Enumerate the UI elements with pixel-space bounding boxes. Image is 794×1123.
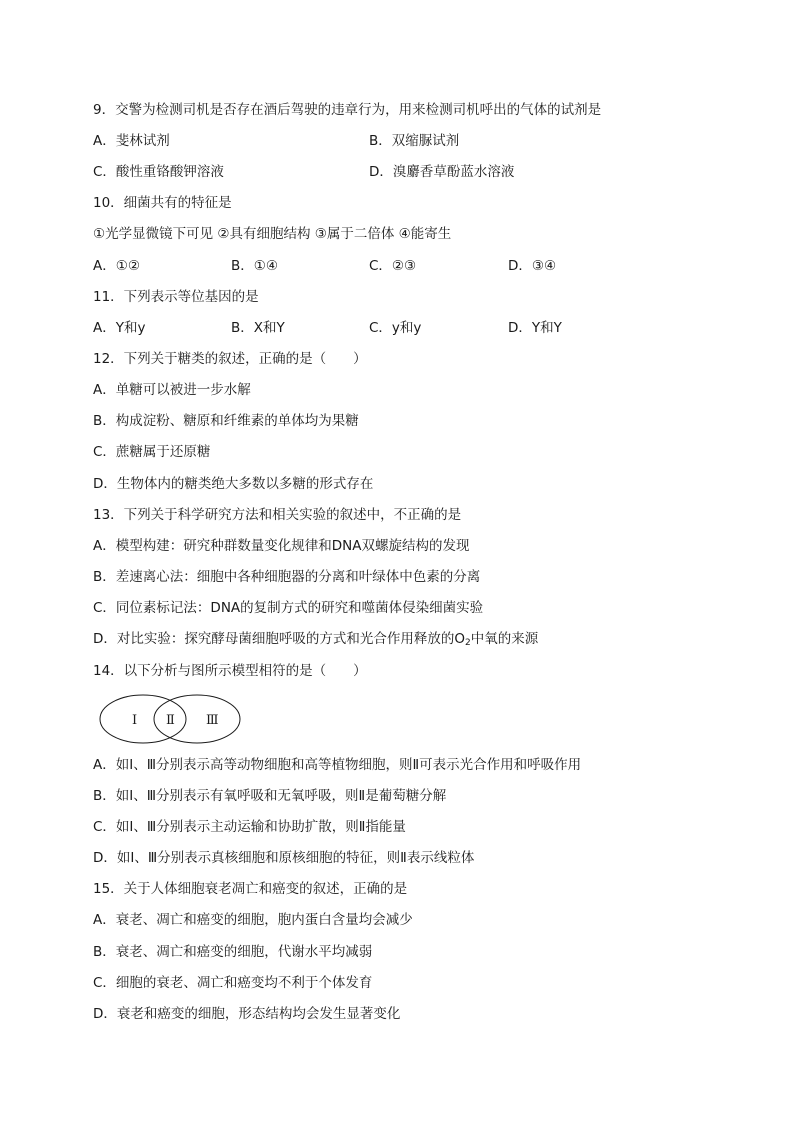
q12-option-a: A．单糖可以被进一步水解 (93, 382, 251, 398)
venn-diagram (96, 691, 246, 747)
q10-option-d: D．③④ (508, 258, 557, 274)
q11-stem: 11．下列表示等位基因的是 (93, 289, 259, 305)
q12-option-d: D．生物体内的糖类绝大多数以多糖的形式存在 (93, 476, 374, 492)
q9-stem: 9．交警为检测司机是否存在酒后驾驶的违章行为，用来检测司机呼出的气体的试剂是 (93, 102, 602, 118)
q11-option-a: A．Y和y (93, 320, 146, 336)
q13-option-b: B．差速离心法：细胞中各种细胞器的分离和叶绿体中色素的分离 (93, 569, 481, 585)
q13-option-d-text-end: 中氧的来源 (470, 631, 539, 647)
q10-option-b: B．①④ (231, 258, 278, 274)
q13-option-c: C．同位素标记法：DNA的复制方式的研究和噬菌体侵染细菌实验 (93, 600, 484, 616)
q15-option-a: A．衰老、凋亡和癌变的细胞，胞内蛋白含量均会减少 (93, 912, 413, 928)
q9-option-b: B．双缩脲试剂 (369, 133, 460, 149)
q13-option-a: A．模型构建：研究种群数量变化规律和DNA双螺旋结构的发现 (93, 538, 470, 554)
q14-option-d: D．如Ⅰ、Ⅲ分别表示真核细胞和原核细胞的特征，则Ⅱ表示线粒体 (93, 850, 475, 866)
q10-option-c: C．②③ (369, 258, 417, 274)
q15-option-b: B．衰老、凋亡和癌变的细胞，代谢水平均减弱 (93, 944, 373, 960)
q14-stem: 14．以下分析与图所示模型相符的是（ ） (93, 663, 367, 679)
q14-option-b: B．如Ⅰ、Ⅲ分别表示有氧呼吸和无氧呼吸，则Ⅱ是葡萄糖分解 (93, 788, 447, 804)
q13-option-d-text: D．对比实验：探究酵母菌细胞呼吸的方式和光合作用释放的O (93, 631, 466, 647)
q14-option-c: C．如Ⅰ、Ⅲ分别表示主动运输和协助扩散，则Ⅱ指能量 (93, 819, 406, 835)
q13-option-d-subscript: 2 (465, 638, 471, 648)
q11-option-b: B．X和Y (231, 320, 285, 336)
venn-label-middle: Ⅱ (166, 713, 175, 728)
q15-option-c: C．细胞的衰老、凋亡和癌变均不利于个体发育 (93, 975, 373, 991)
q13-option-d (93, 630, 538, 652)
q12-option-c: C．蔗糖属于还原糖 (93, 444, 211, 460)
q14-option-a: A．如Ⅰ、Ⅲ分别表示高等动物细胞和高等植物细胞，则Ⅱ可表示光合作用和呼吸作用 (93, 757, 582, 773)
q11-option-c: C．y和y (369, 320, 422, 336)
q9-option-c: C．酸性重铬酸钾溶液 (93, 164, 224, 180)
q11-option-d: D．Y和Y (508, 320, 562, 336)
q12-stem: 12．下列关于糖类的叙述，正确的是（ ） (93, 351, 367, 367)
q12-option-b: B．构成淀粉、糖原和纤维素的单体均为果糖 (93, 413, 359, 429)
q10-option-a: A．①② (93, 258, 140, 274)
q10-stem: 10．细菌共有的特征是 (93, 195, 232, 211)
q9-option-a: A．斐林试剂 (93, 133, 170, 149)
q15-option-d: D．衰老和癌变的细胞，形态结构均会发生显著变化 (93, 1006, 401, 1022)
venn-label-right: Ⅲ (206, 713, 219, 728)
venn-label-left: Ⅰ (132, 713, 138, 728)
q9-option-d: D．溴麝香草酚蓝水溶液 (369, 164, 515, 180)
q10-items: ①光学显微镜下可见 ②具有细胞结构 ③属于二倍体 ④能寄生 (93, 226, 452, 242)
q13-stem: 13．下列关于科学研究方法和相关实验的叙述中，不正确的是 (93, 507, 462, 523)
q15-stem: 15．关于人体细胞衰老凋亡和癌变的叙述，正确的是 (93, 881, 408, 897)
